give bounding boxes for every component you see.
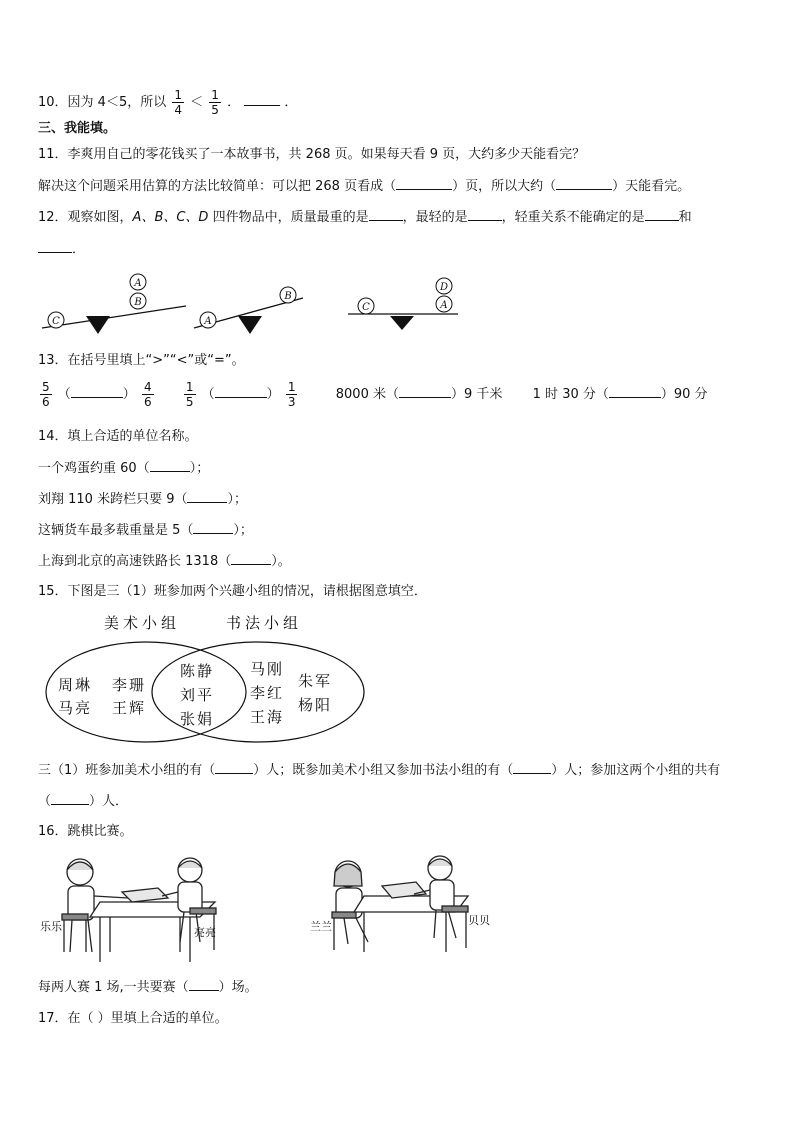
answer-blank[interactable] (189, 978, 219, 991)
answer-blank[interactable] (150, 459, 190, 472)
fulcrum-icon (86, 316, 110, 334)
chess-game-picture-1 (40, 852, 240, 967)
question-11: 11．李爽用自己的零花钱买了一本故事书，共 268 页。如果每天看 9 页，大约多少天能看完？ (38, 147, 586, 162)
venn-name: 朱军 (298, 672, 333, 690)
question-13: 13．在括号里填上“>”“<”或“=”。 (38, 353, 245, 368)
answer-blank[interactable] (51, 792, 89, 805)
venn-label-calligraphy: 书法小组 (226, 614, 303, 632)
svg-text:A: A (134, 278, 142, 289)
answer-blank[interactable] (38, 240, 72, 253)
name-label: 兰兰 (310, 920, 332, 933)
answer-blank[interactable] (396, 177, 452, 190)
venn-name: 李红 (250, 684, 285, 702)
venn-name: 杨阳 (298, 696, 333, 714)
question-15: 15．下图是三（1）班参加两个兴趣小组的情况，请根据图意填空． (38, 584, 427, 599)
question-16: 16．跳棋比赛。 (38, 824, 133, 839)
chessboard-icon (122, 888, 168, 902)
question-12-line2: ． (38, 240, 85, 259)
answer-blank[interactable] (513, 761, 551, 774)
svg-text:A: A (204, 316, 212, 327)
venn-name: 王海 (250, 708, 285, 726)
question-15-answer-2: （ ）人． (38, 794, 129, 809)
question-11-answer-line: 解决这个问题采用估算的方法比较简单：可以把 268 页看成（ ）页，所以大约（ ）天能看完。 (38, 179, 691, 194)
name-label: 贝贝 (468, 914, 490, 927)
venn-name: 刘平 (180, 686, 215, 704)
answer-blank[interactable] (71, 385, 123, 398)
svg-text:A: A (440, 300, 448, 311)
venn-name: 马亮 (58, 699, 93, 717)
question-14-line: 一个鸡蛋约重 60（ ）； (38, 461, 210, 476)
venn-name: 周琳 (58, 676, 93, 694)
fraction: $\frac{1}{5}$ (211, 88, 219, 117)
question-17: 17．在（ ）里填上合适的单位。 (38, 1011, 228, 1026)
name-label: 乐乐 (40, 920, 62, 933)
venn-name: 马刚 (250, 660, 285, 678)
answer-blank[interactable] (369, 208, 403, 221)
chess-game-picture-2 (318, 852, 488, 952)
question-14-line: 这辆货车最多载重量是 5（ ）； (38, 523, 253, 538)
question-14-line: 上海到北京的高速铁路长 1318（ ）。 (38, 554, 291, 569)
answer-blank[interactable] (645, 208, 679, 221)
venn-name: 李珊 (112, 676, 147, 694)
venn-name: 陈静 (180, 662, 215, 680)
venn-name: 王辉 (112, 699, 147, 717)
section-heading: 三、我能填。 (38, 121, 117, 136)
answer-blank[interactable] (215, 385, 267, 398)
question-16-answer: 每两人赛 1 场,一共要赛（ ）场。 (38, 980, 258, 995)
question-15-answer: 三（1）班参加美术小组的有（ ）人；既参加美术小组又参加书法小组的有（ ）人；参加这两个小组的共有 (38, 763, 721, 778)
venn-label-art: 美术小组 (104, 614, 181, 632)
answer-blank[interactable] (556, 177, 612, 190)
venn-name: 张娟 (180, 710, 215, 728)
answer-blank[interactable] (609, 385, 661, 398)
question-14: 14．填上合适的单位名称。 (38, 429, 198, 444)
question-13-items: $\frac{5}{6}$ （ ） $\frac{4}{6}$ $\frac{1}{5}$ （ ） $\frac{1}{3}$ 8000 米（ ）9 千米 1 时 30 分（ ）90 分 (42, 380, 708, 409)
name-label: 亮亮 (194, 926, 216, 939)
answer-blank[interactable] (231, 552, 271, 565)
question-12: 12．观察如图，A、B、C、D 四件物品中，质量最重的是 ，最轻的是 ，轻重关系不能确定的是 和 (38, 210, 692, 225)
svg-text:C: C (362, 302, 370, 313)
answer-blank[interactable] (244, 93, 280, 106)
answer-blank[interactable] (399, 385, 451, 398)
answer-blank[interactable] (193, 521, 233, 534)
fulcrum-icon (390, 316, 414, 330)
svg-text:B: B (284, 291, 292, 302)
svg-text:B: B (134, 297, 142, 308)
question-14-line: 刘翔 110 米跨栏只要 9（ ）； (38, 492, 247, 507)
answer-blank[interactable] (468, 208, 502, 221)
question-10: 10．因为 4＜5，所以 $\frac{1}{4}$ ＜ $\frac{1}{5}$ ． ． (38, 88, 298, 117)
svg-text:C: C (52, 316, 60, 327)
answer-blank[interactable] (215, 761, 253, 774)
answer-blank[interactable] (187, 490, 227, 503)
fulcrum-icon (238, 316, 262, 334)
fraction: $\frac{1}{4}$ (174, 88, 182, 117)
balance-scales-figure (38, 268, 478, 338)
svg-text:D: D (439, 282, 449, 293)
